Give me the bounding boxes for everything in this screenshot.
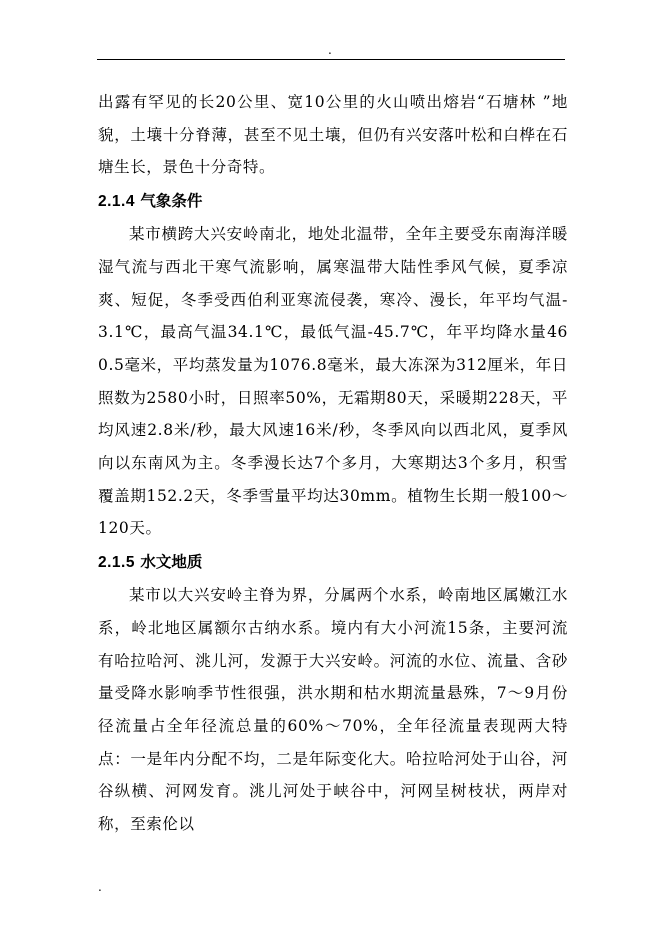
climate-paragraph: 某市横跨大兴安岭南北，地处北温带，全年主要受东南海洋暖湿气流与西北干寒气流影响，属寒温带大陆性季风气候，夏季凉爽、短促，冬季受西伯利亚寒流侵袭，寒冷、漫长，年平均气温-3.1℃，最高气温34.1℃，最低气温-45.7℃，年平均降水量460.5毫米，平均蒸发量为1076.8毫米，最大冻深为312厘米，年日照数为2580小时，日照率50%，无霜期80天，采暖期228天，平均风速2.8米/秒，最大风速16米/秒，冬季风向以西北风，夏季风向以东南风为主。冬季漫长达7个多月，大寒期达3个多月，积雪覆盖期152.2天，冬季雪量平均达30mm。植物生长期一般100～120天。 [98,225,568,538]
section-number: 2.1.5 [98,554,135,572]
section-heading-hydro [98,545,568,579]
section-title: 气象条件 [140,191,203,211]
section-title: 水文地质 [140,552,203,572]
section-heading-climate [98,184,568,218]
header-rule [97,59,565,60]
footer-mark: . [98,880,102,894]
header-mark: . [328,43,332,57]
hydro-paragraph: 某市以大兴安岭主脊为界，分属两个水系，岭南地区属嫩江水系，岭北地区属额尔古纳水系。境内有大小河流15条，主要河流有哈拉哈河、洮儿河，发源于大兴安岭。河流的水位、流量、含砂量受降水影响季节性很强，洪水期和枯水期流量悬殊，7～9月份径流量占全年径流总量的60%～70%，全年径流量表现两大特点：一是年内分配不均，二是年际变化大。哈拉哈河处于山谷，河谷纵横、河网发育。洮儿河处于峡谷中，河网呈树枝状，两岸对称，至索伦以 [98,586,568,834]
intro-paragraph: 出露有罕见的长20公里、宽10公里的火山喷出熔岩“石塘林 ”地貌，土壤十分脊薄，甚至不见土壤，但仍有兴安落叶松和白桦在石塘生长，景色十分奇特。 [98,93,568,177]
document-body [98,86,568,841]
section-number: 2.1.4 [98,193,135,211]
